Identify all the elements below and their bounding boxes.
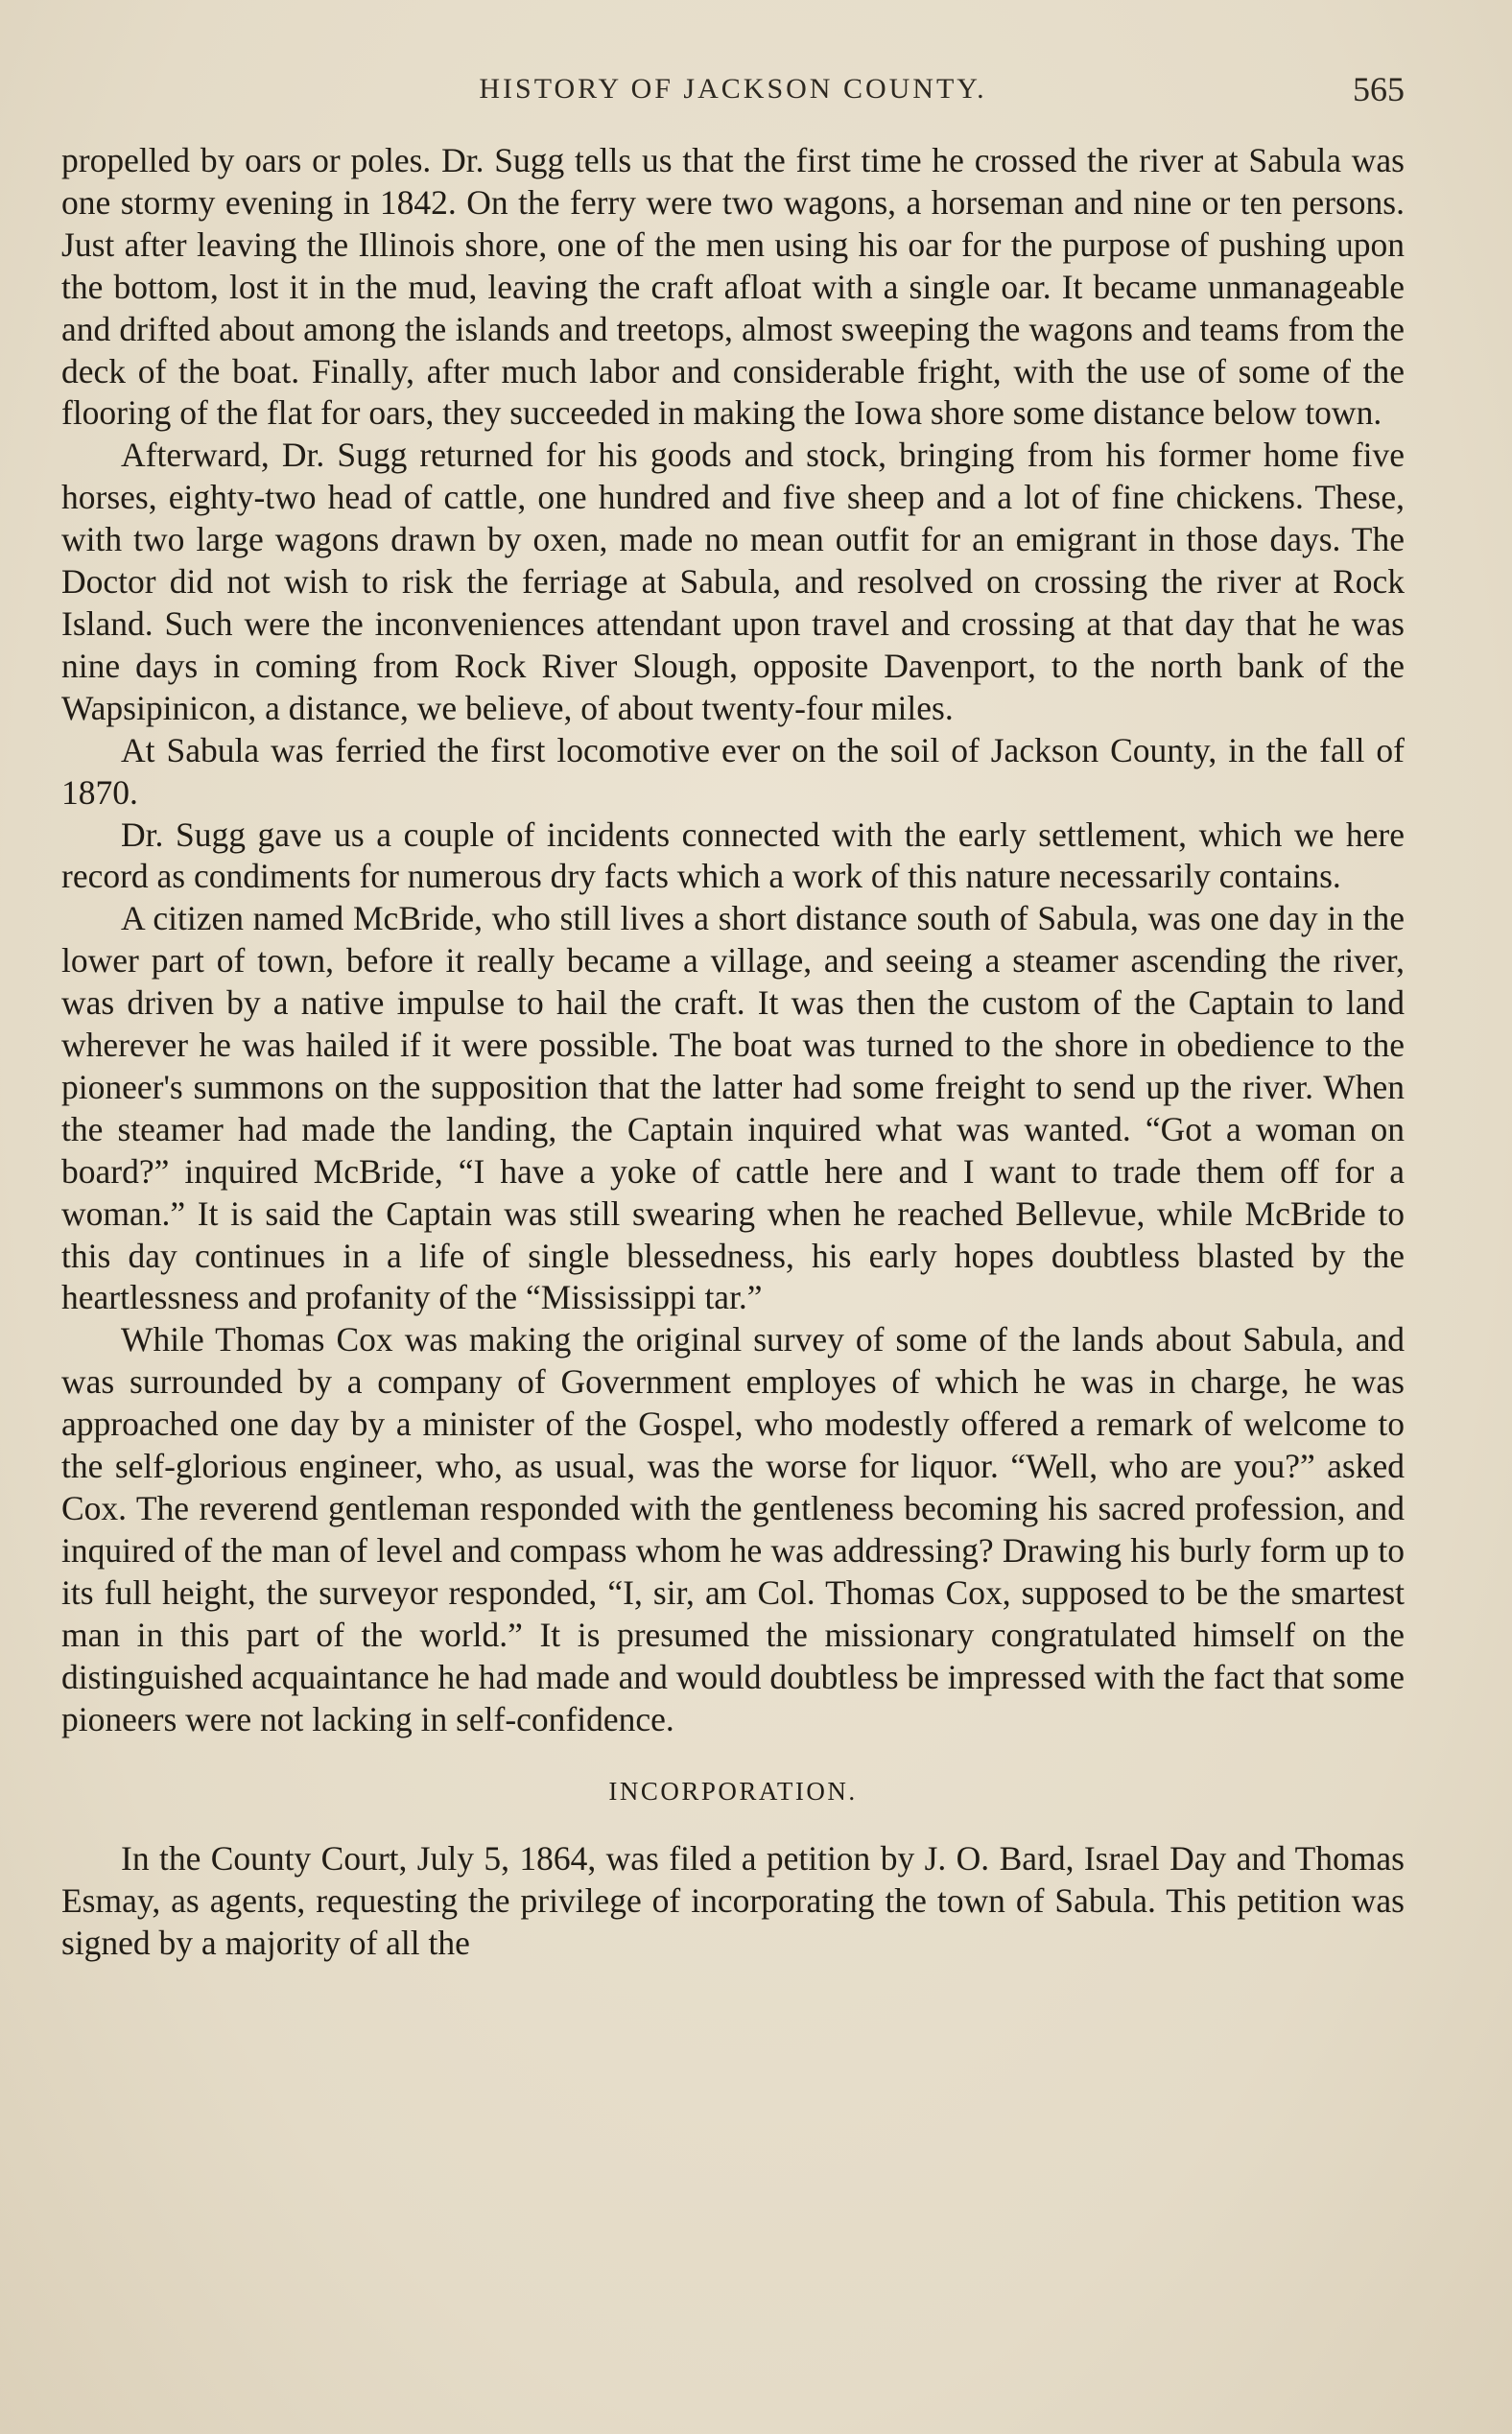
page-number: 565 — [1353, 70, 1405, 108]
running-head — [61, 65, 1405, 123]
running-title: HISTORY OF JACKSON COUNTY. — [479, 73, 987, 105]
section-heading-incorporation: INCORPORATION. — [608, 1777, 858, 1807]
paragraph-ferry-crossing: propelled by oars or poles. Dr. Sugg tells us that the first time he crossed the river at Sabula was one stormy evening in 1842. On the ferry were two wagons, a horseman and nine or ten persons. Just after leaving the Illinois shore, one of the men using his oar for the purpose of pushing upon the bottom, lost it in the mud, leaving the craft afloat with a single oar. It became unmanageable and drifted about among the islands and treetops, almost sweeping the wagons and teams from the deck of the boat. Finally, after much labor and considerable fright, with the use of some of the flooring of the flat for oars, they succeeded in making the Iowa shore some distance below town. — [61, 141, 1405, 433]
paragraph-incorporation-petition: In the County Court, July 5, 1864, was filed a petition by J. O. Bard, Israel Day and Thomas Esmay, as agents, requesting the privilege of incorporating the town of Sabula. This petition was signed by a majority of all the — [61, 1839, 1405, 1963]
paragraph-thomas-cox-anecdote: While Thomas Cox was making the original survey of some of the lands about Sabula, and was surrounded by a company of Government employes of which he was in charge, he was approached one day by a minister of the Gospel, who modestly offered a remark of welcome to the self-glorious engineer, who, as usual, was the worse for liquor. “Well, who are you?” asked Cox. The reverend gentleman responded with the gentleness becoming his sacred profession, and inquired of the man of level and compass whom he was addressing? Drawing his burly form up to its full height, the surveyor responded, “I, sir, am Col. Thomas Cox, supposed to be the smartest man in this part of the world.” It is presumed the missionary congratulated himself on the distinguished acquaintance he had made and would doubtless be impressed with the fact that some pioneers were not lacking in self-confidence. — [61, 1320, 1405, 1738]
paragraph-goods-and-stock: Afterward, Dr. Sugg returned for his goods and stock, bringing from his former home five horses, eighty-two head of cattle, one hundred and five sheep and a lot of fine chickens. These, with two large wagons drawn by oxen, made no mean outfit for an emigrant in those days. The Doctor did not wish to risk the ferriage at Sabula, and resolved on crossing the river at Rock Island. Such were the inconveniences attendant upon travel and crossing at that day that he was nine days in coming from Rock River Slough, opposite Davenport, to the north bank of the Wapsipinicon, a distance, we believe, of about twenty-four miles. — [61, 436, 1405, 727]
paragraph-mcbride-anecdote: A citizen named McBride, who still lives a short distance south of Sabula, was one day in the lower part of town, before it really became a village, and seeing a steamer ascending the river, was driven by a native impulse to hail the craft. It was then the custom of the Captain to land wherever he was hailed if it were possible. The boat was turned to the shore in obedience to the pioneer's summons on the supposition that the latter had some freight to send up the river. When the steamer had made the landing, the Captain inquired what was wanted. “Got a woman on board?” inquired McBride, “I have a yoke of cattle here and I want to trade them off for a woman.” It is said the Captain was still swearing when he reached Bellevue, while McBride to this day continues in a life of single blessedness, his early hopes doubtless blasted by the heartlessness and profanity of the “Mississippi tar.” — [61, 899, 1405, 1317]
paragraph-first-locomotive: At Sabula was ferried the first locomotive ever on the soil of Jackson County, in the fall of 1870. — [61, 730, 1405, 812]
body-text — [61, 140, 1405, 1965]
paragraph-incidents-intro: Dr. Sugg gave us a couple of incidents connected with the early settlement, which we here record as condiments for numerous dry facts which a work of this nature necessarily contains. — [61, 815, 1405, 896]
